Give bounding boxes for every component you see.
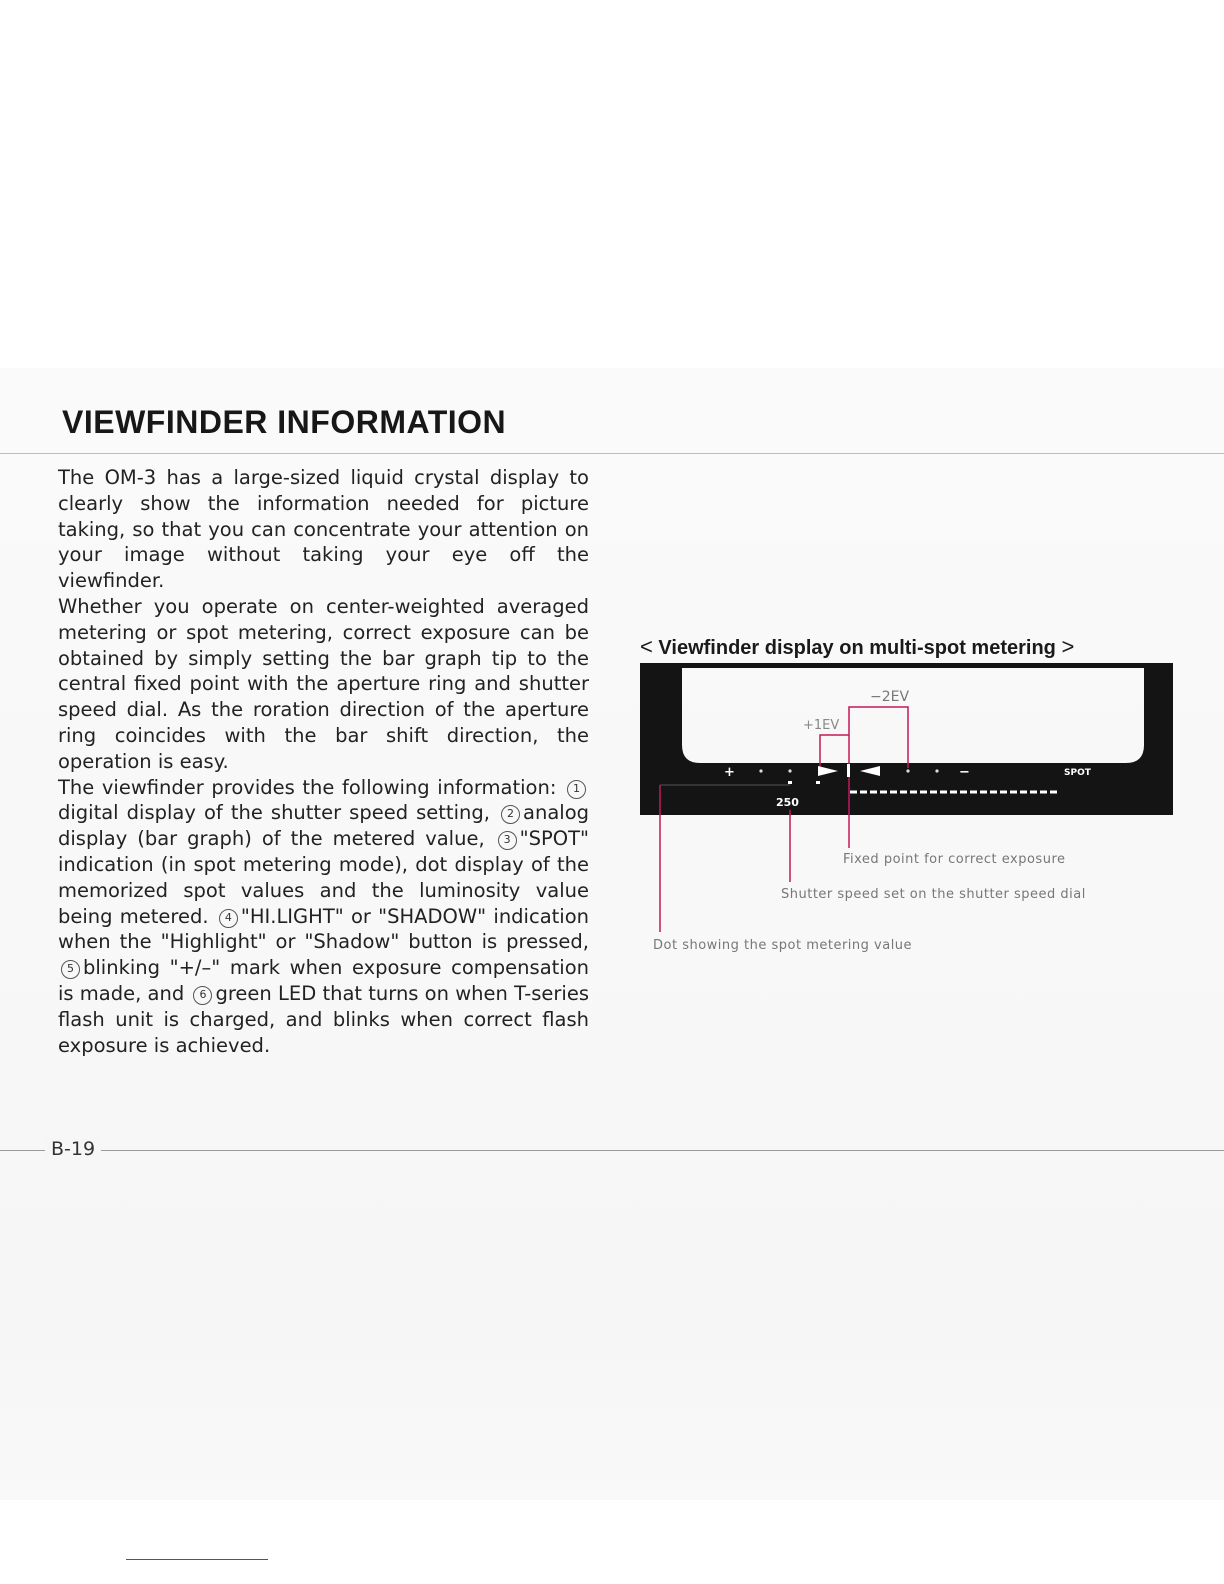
info-list-intro: The viewfinder provides the following information: — [58, 775, 557, 799]
footer-divider — [0, 1150, 1224, 1151]
info-item: blinking "+/–" mark when exposure compensation is made, and — [58, 956, 589, 1005]
shutter-speed-callout: Shutter speed set on the shutter speed dial — [781, 887, 1086, 902]
info-item: green LED that turns on when T-series flash unit is charged, and blinks when correct flash exposure is achieved. — [58, 981, 589, 1057]
spot-value-dot — [816, 781, 820, 784]
scale-dot — [935, 769, 938, 772]
info-item: analog display (bar graph) of the metered value, — [58, 801, 589, 851]
item-number-badge: 2 — [501, 805, 520, 824]
page-title: VIEWFINDER INFORMATION — [62, 404, 507, 440]
caption-open-bracket: < — [640, 634, 653, 659]
spot-dot-callout: Dot showing the spot metering value — [653, 938, 913, 953]
item-number-badge: 5 — [61, 960, 80, 979]
fixed-point-callout: Fixed point for correct exposure — [843, 852, 1066, 867]
item-number-badge: 3 — [498, 831, 517, 850]
item-number-badge: 4 — [219, 909, 238, 928]
plus-1ev-label: +1EV — [803, 718, 840, 733]
caption-close-bracket: > — [1061, 634, 1075, 659]
item-number-badge: 1 — [567, 780, 586, 799]
spot-value-dot — [788, 781, 792, 784]
bottom-link-underline — [126, 1559, 268, 1560]
scale-dot — [759, 769, 762, 772]
item-number-badge: 6 — [193, 986, 212, 1005]
spot-indicator: SPOT — [1064, 768, 1091, 778]
info-item: "HI.LIGHT" or "SHADOW" indication when the "Highlight" or "Shadow" button is pressed, — [58, 904, 589, 954]
scale-dot — [788, 769, 791, 772]
minus-2ev-bracket — [849, 707, 908, 768]
lcd-minus-sign: − — [959, 765, 970, 780]
paragraph-intro: The OM-3 has a large-sized liquid crystal display to clearly show the information needed for picture taking, so that you can concentrate your attention on your image without taking your eye off the viewfinder. — [58, 466, 589, 593]
page-number: B-19 — [45, 1138, 101, 1160]
info-item: "SPOT" indication (in spot metering mode), dot display of the memorized spot values and the luminosity value being metered. — [58, 827, 590, 928]
info-item: digital display of the shutter speed setting, — [58, 801, 490, 825]
minus-2ev-label: −2EV — [870, 689, 910, 705]
paragraph-metering: Whether you operate on center-weighted averaged metering or spot metering, correct exposure can be obtained by simply setting the bar graph tip to the central fixed point with the aperture ring and shutter speed dial. As the roration direction of the aperture ring coincides with the bar shift direction, the operation is easy. — [58, 594, 589, 773]
caption-text: Viewfinder display on multi-spot metering — [658, 637, 1056, 659]
scale-dot — [906, 769, 909, 772]
lcd-plus-sign: + — [724, 765, 735, 780]
fixed-point-mark — [847, 764, 850, 777]
shutter-speed-readout: 250 — [776, 796, 799, 809]
